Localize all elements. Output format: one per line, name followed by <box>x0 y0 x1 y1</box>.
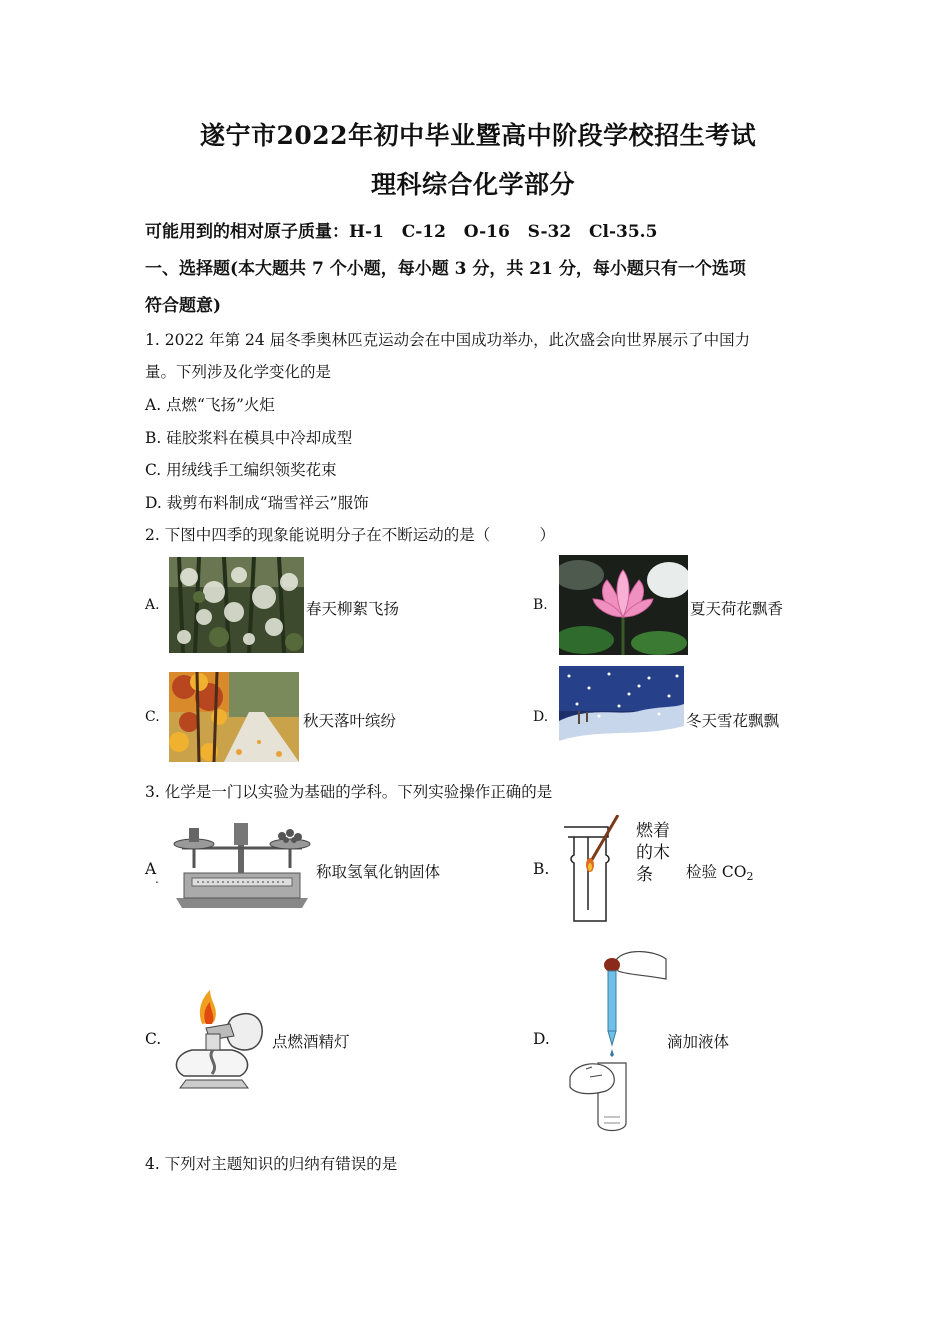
q3-option-d-caption: 滴加液体 <box>667 1033 730 1051</box>
q3-option-c-caption: 点燃酒精灯 <box>272 1033 350 1051</box>
q3-option-b-caption <box>686 860 754 883</box>
q3-option-b-letter: B. <box>533 860 550 878</box>
winter-snow-image <box>559 666 684 764</box>
section-heading-cont: 符合题意) <box>145 296 222 316</box>
section-heading: 一、选择题(本大题共 7 个小题，每小题 3 分，共 21 分，每小题只有一个选项 <box>145 259 746 279</box>
q1-stem: 1. 2022 年第 24 届冬季奥林匹克运动会在中国成功举办，此次盛会向世界展示了中国力 <box>145 331 751 349</box>
q4-stem: 4. 下列对主题知识的归纳有错误的是 <box>145 1155 398 1173</box>
willow-catkin-image <box>169 557 304 653</box>
lotus-flower-image <box>559 555 688 655</box>
q2-option-d-caption: 冬天雪花飘飘 <box>686 712 780 730</box>
q2-option-b-letter: B. <box>533 597 548 613</box>
q2-option-d-letter: D. <box>533 709 549 725</box>
q3-stem: 3. 化学是一门以实验为基础的学科。下列实验操作正确的是 <box>145 783 553 801</box>
stick-label-line2: 的木 <box>636 843 670 863</box>
exam-title: 遂宁市2022年初中毕业暨高中阶段学校招生考试 <box>200 121 757 150</box>
q1-option-b: B. 硅胶浆料在模具中冷却成型 <box>145 429 353 447</box>
q3-option-b-caption-text: 检验 CO <box>686 863 747 881</box>
q3-option-c-letter: C. <box>145 1030 162 1048</box>
autumn-leaves-image <box>169 672 299 762</box>
dropper-test-tube-image <box>566 945 670 1135</box>
q1-option-d: D. 裁剪布料制成“瑞雪祥云”服饰 <box>145 494 369 512</box>
q3-option-d-letter: D. <box>533 1030 550 1048</box>
q1-option-c: C. 用绒线手工编织领奖花束 <box>145 461 337 479</box>
q2-option-b-caption: 夏天荷花飘香 <box>690 600 784 618</box>
stick-label-line1: 燃着 <box>636 821 670 841</box>
q2-option-c-letter: C. <box>145 709 160 725</box>
alcohol-lamp-image <box>170 988 268 1094</box>
q2-stem: 2. 下图中四季的现象能说明分子在不断运动的是（ ） <box>145 526 555 544</box>
q3-option-a-caption: 称取氢氧化钠固体 <box>316 863 441 881</box>
q2-option-a-letter: A. <box>145 597 160 613</box>
gas-bottle-image <box>560 815 630 925</box>
q3-option-a-letter: A <box>145 860 157 878</box>
q2-option-a-caption: 春天柳絮飞扬 <box>306 600 400 618</box>
q1-stem-cont: 量。下列涉及化学变化的是 <box>145 363 332 381</box>
q3-option-b-caption-sub: 2 <box>746 870 754 883</box>
q1-option-a: A. 点燃“飞扬”火炬 <box>145 396 275 414</box>
exam-subtitle: 理科综合化学部分 <box>371 170 576 199</box>
stick-label-line3: 条 <box>636 865 653 885</box>
balance-scale-image <box>172 818 312 910</box>
dot-mark: . <box>155 872 159 886</box>
atomic-masses: 可能用到的相对原子质量：H-1 C-12 O-16 S-32 Cl-35.5 <box>145 222 658 242</box>
q2-option-c-caption: 秋天落叶缤纷 <box>303 712 397 730</box>
